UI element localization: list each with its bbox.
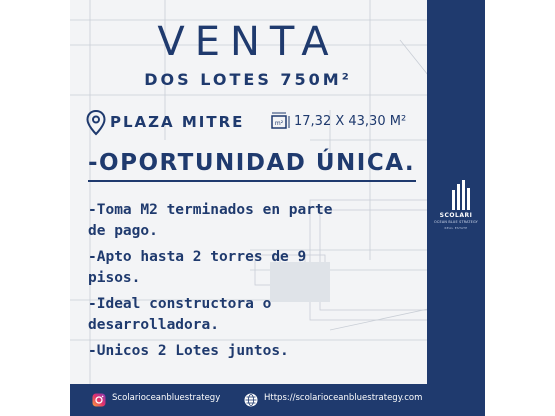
website-url: Https://scolarioceanbluestrategy.com bbox=[264, 393, 423, 403]
map-pin-icon bbox=[86, 110, 106, 136]
brand-subline: REAL ESTATE bbox=[444, 226, 468, 230]
list-item: -Apto hasta 2 torres de 9 pisos. bbox=[88, 249, 307, 286]
area-m2-icon bbox=[270, 112, 290, 132]
area-icon-label: m² bbox=[274, 120, 284, 127]
location-name: PLAZA MITRE bbox=[110, 113, 245, 131]
footer-bar bbox=[70, 384, 485, 416]
instagram-icon bbox=[92, 393, 106, 407]
feature-list bbox=[88, 200, 358, 367]
page-title: VENTA bbox=[157, 19, 339, 65]
brand-name: SCOLARI bbox=[439, 212, 473, 219]
poster bbox=[70, 0, 485, 416]
list-item: -Unicos 2 Lotes juntos. bbox=[88, 343, 289, 359]
building-logo-icon bbox=[443, 180, 479, 210]
instagram-handle: Scolarioceanbluestrategy bbox=[112, 393, 221, 403]
brand-tagline: OCEAN BLUE STRATEGY bbox=[434, 220, 478, 224]
globe-icon bbox=[244, 393, 258, 407]
list-item: -Ideal constructora o desarrolladora. bbox=[88, 296, 272, 333]
headline-underline bbox=[88, 180, 416, 182]
page-subtitle: DOS LOTES 750M² bbox=[144, 70, 352, 89]
headline: -OPORTUNIDAD ÚNICA. bbox=[88, 150, 416, 176]
list-item: -Toma M2 terminados en parte de pago. bbox=[88, 202, 333, 239]
lot-dimensions: 17,32 X 43,30 M² bbox=[294, 114, 407, 129]
